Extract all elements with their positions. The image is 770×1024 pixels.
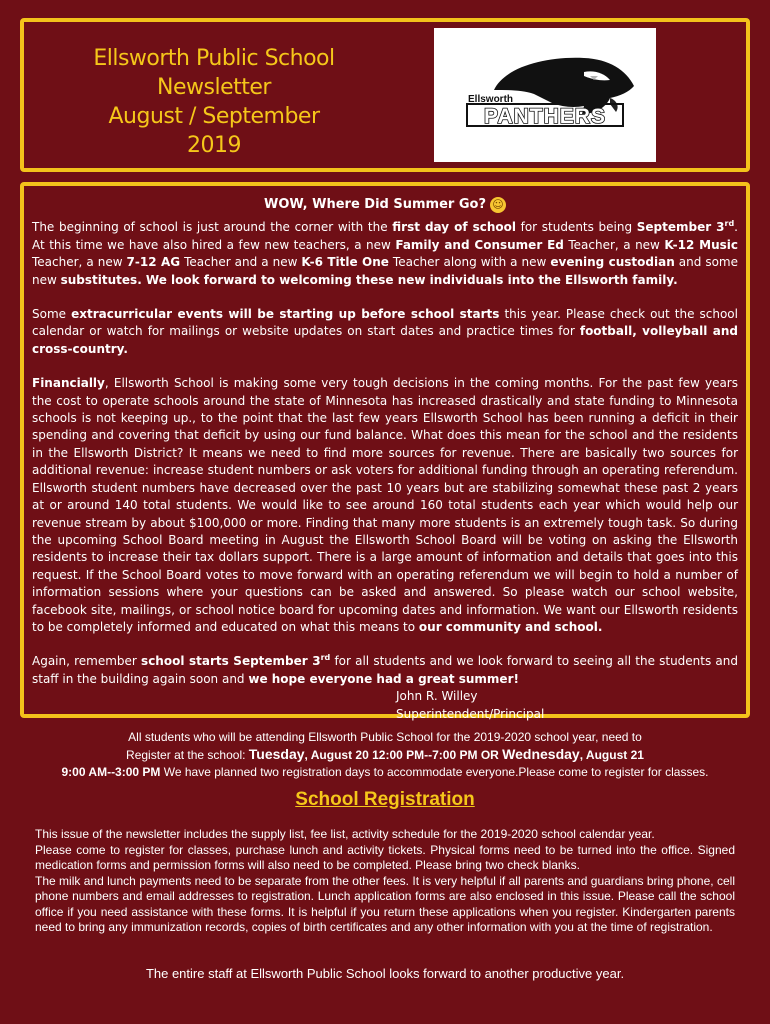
- registration-line: This issue of the newsletter includes the supply list, fee list, activity schedule for the 2019-2020 school calendar year.: [35, 827, 655, 841]
- paragraph-first-day: The beginning of school is just around the corner with the first day of school for students being September 3rd. At this time we have also hired a few new teachers, a new Family and Consumer Ed Teacher, a new K-12 Music Teacher, a new 7-12 AG Teacher and a new K-6 Title One Teacher along with a new evening custodian and some new substitutes. We look forward to welcoming these new individuals into the Ellsworth family.: [32, 219, 739, 287]
- newsletter-title: [79, 44, 349, 160]
- letter-heading-text: WOW, Where Did Summer Go?: [264, 197, 486, 212]
- registration-body: [35, 827, 735, 936]
- registration-dates: [0, 729, 770, 781]
- title-line: Ellsworth Public School: [93, 46, 335, 71]
- signature-name: John R. Willey: [396, 689, 478, 704]
- title-line: August / September: [108, 104, 320, 129]
- paragraph-closing: Again, remember school starts September 3rd for all students and we look forward to seeing all the students and staff in the building again soon and we hope everyone had a great summer!: [32, 653, 739, 686]
- letter-box: [20, 182, 750, 721]
- logo-small-text: Ellsworth: [468, 94, 514, 105]
- letter-heading: [32, 196, 738, 213]
- registration-dates-line: All students who will be attending Ellsworth Public School for the 2019-2020 school year, need to: [128, 730, 642, 744]
- registration-dates-line: Register at the school: Tuesday, August 20 12:00 PM--7:00 PM OR Wednesday, August 21: [126, 746, 644, 762]
- logo-big-text: PANTHERS: [484, 105, 606, 128]
- paragraph-financial: Financially, Ellsworth School is making some very tough decisions in the coming months. For the past few years the cost to operate schools around the state of Minnesota has increased drastically and state funding to Minnesota schools is not keeping up., to the point that the last few years Ellsworth School has been running a deficit in their spending and covering that deficit by using our fund balance. What does this mean for the school and the residents in the Ellsworth District? It means we need to find more sources for revenue. There are basically two sources for additional revenue: increase student numbers or ask voters for additional funding through an operating referendum. Ellsworth student numbers have decreased over the past 10 years but are stabilizing somewhat these past 2 years at or around 140 total students. We would like to see around 160 total students each year which would help our revenue stream by about $100,000 or more. Finding that many more students is an extremely tough task. So during the upcoming School Board meeting in August the Ellsworth School Board will be voting on asking the Ellsworth residents to increase their tax dollars support. There is a large amount of information and details that goes into this request. If the School Board votes to move forward with an operating referendum we will begin to hold a number of information sessions where your questions can be asked and answered. So please watch our school website, facebook site, mailings, or school notice board for upcoming dates and information. We want our Ellsworth residents to be completely informed and educated on what this means to our community and school.: [32, 376, 738, 634]
- signature-title: Superintendent/Principal: [396, 706, 545, 721]
- registration-line: The milk and lunch payments need to be separate from the other fees. It is very helpful if all parents and guardians bring phone, cell phone numbers and email addresses to registration. Lunch application forms are also enclosed in this issue. Please call the school office if you need assistance with these forms. It is helpful if you return these applications when you register. Kindergarten parents need to bring any immunization records, copies of birth certificates and any other information with you at the time of registration.: [35, 873, 735, 934]
- closing-line: The entire staff at Ellsworth Public School looks forward to another productive year.: [145, 966, 625, 981]
- title-line: 2019: [187, 133, 241, 158]
- paragraph-extracurricular: Some extracurricular events will be starting up before school starts this year. Please check out the school calendar or watch for mailings or website updates on start dates and practice times for football, volleyball and cross-country.: [32, 307, 738, 356]
- school-logo: [434, 28, 656, 162]
- panther-head-icon: [434, 28, 656, 162]
- registration-dates-line: 9:00 AM--3:00 PM We have planned two registration days to accommodate everyone.Please come to register for classes.: [61, 765, 709, 779]
- smiley-emoji-icon: ☺: [490, 197, 506, 213]
- registration-title: School Registration: [295, 789, 475, 810]
- registration-line: Please come to register for classes, purchase lunch and activity tickets. Physical forms need to be turned into the office. Signed medication forms and permission forms will also need to be completed. Please bring two check blanks.: [35, 842, 735, 872]
- title-line: Newsletter: [157, 75, 271, 100]
- header-box: [20, 18, 750, 172]
